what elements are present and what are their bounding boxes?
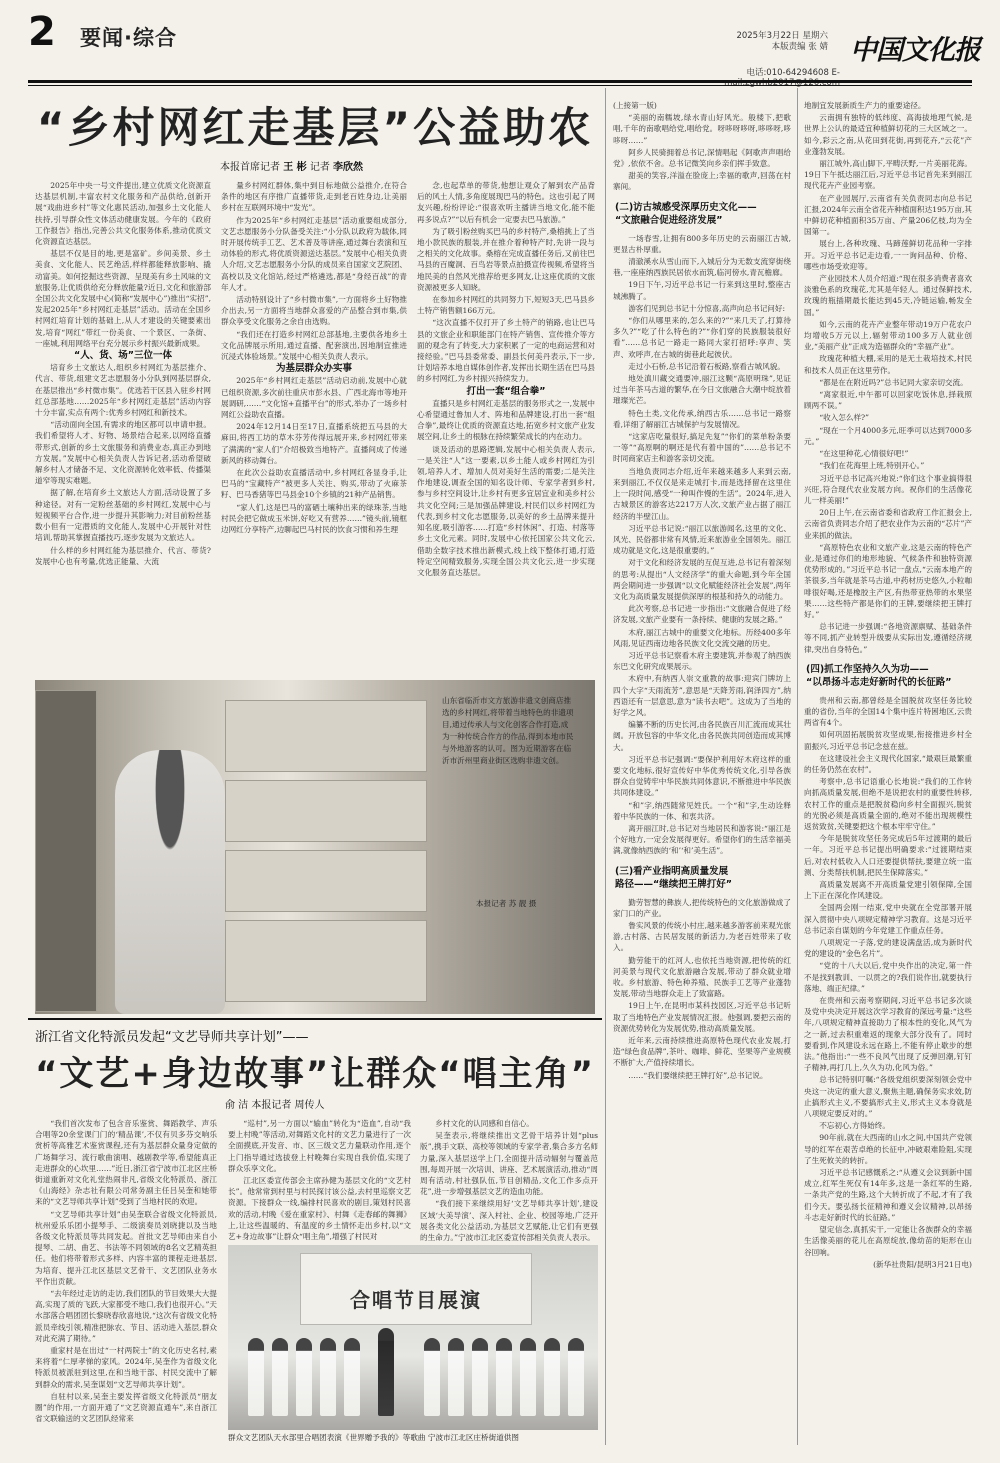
- issue-date: [710, 31, 828, 53]
- photo2-caption: 群众文艺团队天水部里合唱团表演《世界赠予我的》等歌曲 宁波市江北区庄桥街道供图: [228, 1433, 519, 1442]
- article1-headline: “乡村网红走基层”公益助农: [36, 103, 594, 152]
- singer: [424, 1338, 440, 1416]
- singer: [320, 1338, 336, 1416]
- singer: [448, 1338, 464, 1416]
- singer: [472, 1338, 488, 1416]
- article2-column-2: “巡村”,另一方面以“输血”转化为“造血”,自动“我要上村晚”等活动,对舞蹈文化村的文艺力量进行了一次全面摸底,开发音、市、区三级文艺力量联动作用,逐个上门指导通过选拔登上村晚舞台实现自我价值,实现了群众乐享文化。 江北区委宣传部会主席孙健为基层文化的“文艺村长”。他常常到村里与村民探讨该公益,去村里巡察文艺资源。下接群众一线,编排村民喜欢的剧目,策划村民喜欢的活动,村晚《爱在重家村》、村舞《走春邮的舞狮》上,让这些温暖的、有温度的乡土情怀走出乡村,以“文艺+身边故事”让群众“唱主角”,增强了村民对: [228, 1119, 411, 1242]
- singer: [496, 1338, 512, 1416]
- article2-headline: “文艺+身边故事”让群众“唱主角”: [35, 1054, 595, 1094]
- article2-kicker: 浙江省文化特派员发起“文艺导师共享计划”——: [35, 1030, 309, 1045]
- article2-byline: 俞 洁 本报记者 周传人: [225, 1100, 325, 1111]
- singer: [248, 1338, 264, 1416]
- singer: [344, 1338, 360, 1416]
- shelf: [225, 780, 427, 842]
- singer: [568, 1338, 584, 1416]
- author-2: 李欣然: [333, 162, 364, 173]
- author-1: 王 彬: [283, 162, 307, 173]
- contact-line: 电话:010-64294608 E-mail:zgwhb2017@126.com: [724, 68, 840, 88]
- section-title: 要闻·综合: [80, 26, 177, 50]
- singer: [272, 1338, 288, 1416]
- photo1-caption: 山东省临沂市文方旅游非遗文创商店推选的乡村网红,将带着当地特色的非遗项目,通过传承人与文化创客合作打造,成为一种传统合作方的作品,得到本地市民与外地游客的认可。图为近期游客在临沂市沂州里商业街区选购非遗文创。: [442, 696, 574, 765]
- article1-column-3: 念,也起草单的带货,他想让观众了解到农产品背后的风土人情,多角度展现巴马的特色。这也引起了网友兴趣,纷纷评论:“很喜欢听主播讲当地文化,能不能再多说点?”“以后有机会一定要去巴马旅游。” 为了吸引粉丝购买巴马的乡村特产,桑榕挑上了当地小款民族的服装,并在推介着种特产时,先讲一段与之相关的文化故事。桑榕在完成直播任务后,又前往巴马县的百魔洞、百鸟岩等景点拍摄宣传视频,希望将当地民美的自然风光推荐给更多网友,让这座优质的文旅资源被更多人知晓。 在参加乡村网红的共同努力下,短短3天,巴马县乡土特产销售额166万元。 “这次直播不仅打开了乡土特产的销路,也让巴马县的文旅企业和职能部门在特产销售、宣传推介等方面的观念有了转变,大力家积累了一定的电商运营和对接经验。”巴马县委常委、副县长何美丹表示,下一步,计划培养本地自媒体创作者,发挥出长期生活在巴马县的乡村网红,为乡村振兴持续发力。 打出一套“组合拳” 直播只是乡村网红走基层的服务形式之一,发展中心希望通过鲁加人才、阵地和品牌建设,打出一套“组合拳”,最终让优质的资源直达地,拓宽乡村文旅产业发展空间,让乡土的根脉在持续繁荣成长的内在动力。 谈及活动的思路逻辑,发展中心相关负责人表示,一是关注“人”这一要素,以乡土能人或乡村网红为引领,培养人才、增加人员对美好生活的需要;二是关注作地建设,调查全国的知名设计师、专家学者到乡村,参与乡村空间设计,让乡村有更多宜居宜业和美乡村公共文化空间;三是加强品牌建设,村民们以乡村网红为代表,到乡村文化志愿服务,以美好的乡土品牌来提升知名度,吸引游客……打造“乡村休闲”、打造、村落等乡土文化元素。同时,发展中心依托国家公共文化云,借助全数字技术推出新模式,线上线下整体打通,打造特定空间精致服务,实现全国公共文化云,进一步实现文化服务直达基层。: [417, 181, 595, 577]
- article1-subhead-1: “人、货、场”三位一体: [74, 350, 172, 362]
- masthead-rule: [28, 80, 972, 83]
- article2-column-3: 乡村文化的认同感和自信心。 吴奎表示,将继续推出文艺骨干培养计划“plus版”,携手文联、高校等领域的专家学者,集合多方名师力量,深入基层送学上门,全面提升活动辐射与覆盖范围,每周开展一次培训、讲座、艺术展演活动,推动“周周有活动,村社强队伍,节目创精品,文化工作多点开花”,进一步增强基层文艺的造血功能。 “我们接下来继续用好‘文艺导师共享计划’,建设区域‘大美导演’、深入村社、企业、校园等地,广泛开展各类文化公益活动,为基层文艺赋能,让它们有更强的生命力。”宁波市江北区委宣传部相关负责人表示。: [420, 1119, 598, 1242]
- shelf: [35, 690, 97, 1012]
- shelf: [225, 920, 427, 1002]
- singer: [520, 1338, 536, 1416]
- shelf: [225, 700, 427, 772]
- banner-text: 合唱节目展演: [350, 1288, 482, 1312]
- article1-subhead-2: 为基层群众办实事: [275, 363, 352, 375]
- right-subhead-2: (二)访古城感受深厚历史文化—— “文旅融合促进经济发展”: [615, 201, 757, 226]
- column-rule: [797, 88, 798, 1445]
- article1-column-1: 2025年中央一号文件提出,建立优质文化资源直达基层机制,丰富农村文化服务和产品供给,创新开展“戏曲进乡村”等文化惠民活动,加强乡土文化能人扶持,引导群众性文体活动健康发展。今年的《政府工作报告》指出,完善公共文化服务体系,推动优质文化资源直达基层。 基层不仅是目的地,更是富矿。乡间美景、乡土美食、文化能人、民艺绝活,样样都能释放影响、撬动富美。如何挖掘这些资源、呈现美有乡土风味的文旅服务,让优质供给充分释放能量?近日,文化和旅游部全国公共文化发展中心(简称“发展中心”)推出“实招”,发起2025年“乡村网红走基层”活动。活动在全国乡村网红培育计划的基础上,从人才建设的关键要素出发,培育“网红”带红一份美食、一个景区、一条街、一座城,利用网络平台充分展示乡村振兴最新成果。 “人、货、场”三位一体 培育乡土文旅达人,组织乡村网红为基层推介、代言、带货,组建文艺志愿服务小分队到网基层群众,在基层推出“乡村微市集”。优选若干区县入驻乡村网红总部基地……2025年“乡村网红走基层”活动内容十分丰富,实点有两个:优秀乡村网红和新技术。 “活动面向全国,有需求的地区都可以申请申报。我们希望将人才、好物、场景结合起来,以网络直播带形式,创新的乡土文旅服务和消费业态,真正办到地方发展。”发展中心相关负责人告诉记者,活动希望破解乡村人才储备不足、文化资源转化效率低、传播渠道窄等现实难题。 据了解,在培育乡土文旅达人方面,活动设置了多种途径。对有一定粉丝基础的乡村网红,发展中心与短视频平台合作,进一步提升其影响力;对目前粉丝基数小但有一定潜质的文化能人,发展中心开展针对性培训,帮助其掌握直播技巧,逐步发展为文旅达人。 什么样的乡村网红能为基层推介、代言、带货?发展中心也有考量,优选正能量、大流: [35, 181, 211, 566]
- singer: [296, 1338, 312, 1416]
- singer: [544, 1338, 560, 1416]
- stage-banner: [300, 1253, 532, 1325]
- right-subhead-4: (四)抓工作坚持久久为功—— “以昂扬斗志走好新时代的长征路”: [806, 663, 952, 688]
- right-article-column-1: (上接第一版) “美丽的南糯坡,绿水青山好风光。般楼下,把歌唱,千年的南歌唱给党,唱给党。呀哆呀哆呀,哆哆呀,哆哆呀……” 阿乡人民骑拥着总书记,深情唱起《阿歌声声唱给党》,依依不舍。总书记微笑向乡亲们挥手致意。 甜美的笑容,洋溢在脸庞上;幸福的歌声,回荡在村寨间。 (二)访古城感受深厚历史文化—— “文旅融合促进经济发展” 一场春雪,让拥有800多年历史的云南丽江古城,更显古朴厚重。 清澈溪水从雪山而下,入城后分为无数支流穿街绕巷,一座座纳西族民居依水而筑,临河傍水,青瓦檐廊。 19日下午,习近平总书记一行来到这里时,整座古城沸腾了。 游客们见到总书记十分惊喜,高声向总书记问好: “你们从哪里来的,怎么来的?”“来几天了,打算待多久?”“吃了什么特色的?”“你们穿的民族服装很好看”……总书记一路走一路同大家打招呼:享声、笑声、欢呼声,在古城的街巷此起彼伏。 走过小石桥,总书记沿着石板路,察看古城风貌。 地处滇川藏交通要冲,丽江这颗“高原明珠”,见证过当年茶马古道的繁华,在今日文旅融合大潮中绽放着璀璨光芒。 特色土类,文化传承,纳西古乐……总书记一路察看,详细了解丽江古城保护与发展情况。 “这家店吃量很好,搞足先复”“你们的菜单粉条要一等”“高原啊的啊还是代有着中国的”……总书记不时同商家店主和游客亲切交流。 当地负责同志介绍,近年来越来越多人来到云南,来到丽江,不仅仅是来走城打卡,而是选择留在这里住上一段时间,感受“一种叫作慢的生活”。2024年,进入古城景区的游客达2217万人次,文旅产业占据了丽江经济的半壁江山。 习近平总书记说:“丽江以旅游闻名,这里的文化、风光、民俗都非常有风情,近来旅游业全国领先。丽江成功就是文化,这是很重要的。” 对于文化和经济发展的互促互进,总书记有着深刻的思考:从提出“人文经济学”的重大命题,到今年全国两会期间进一步强调“以文化赋能经济社会发展”,两年文化为高质量发展提供深厚的根基和持久的动能力。 此次考察,总书记进一步指出:“文旅融合促进了经济发展,文旅产业要有一条持续、健康的发展之路。” 木府,丽江古城中的重要文化地标。历经400多年风雨,见证西南边地各民族文化交流交融的历史。 习近平总书记察看木府主要建筑,并参观了纳西族东巴文化研究成果展示。 木府中,有纳西人崇文重教的故事:迎宾门牌坊上四个大字“天雨流芳”,意思是“天降芳雨,润泽四方”,纳西语还有一层意思,意为“读书去吧”。这成为了当地的好学之风。 编纂不断的历史长河,由各民族百川汇流而成其壮阔。开放包容的中华文化,由各民族共同创造而成其博大。 习近平总书记强调:“要保护利用好木府这样的重要文化地标,很好宣传好中华优秀传统文化,引导各族群众自觉铸牢中华民族共同体意识,不断推进中华民族共同体建设。” “和”字,纳西随常见姓氏。一个“和”字,生动诠释着中华民族的一体、和衷共济。 离开丽江时,总书记对当地居民和游客说:“丽江是个好地方,一定会发展得更好。希望你们的生活幸福美满,就像纳西族的‘和’‘和’美生活”。 (三)看产业指明高质量发展 路径——“继续把王牌打好” 勤劳智慧的彝族人,把传统特色的文化旅游做成了家门口的产业。 鲁实风景的传统小村庄,越来越多游客前来观光旅游,古村落、古民居发展的新活力,为老百姓带来了收入。 勤劳能干的红河人,也依托当地资源,把传统的红河美景与现代文化旅游融合发展,带动了群众就业增收。乡村旅游、特色种养殖、民族手工艺等产业蓬勃发展,带动当地群众走上了致富路。 19日上午,在昆明市某科技园区,习近平总书记听取了当地特色产业发展情况汇报。他强调,要把云南的资源优势转化为发展优势,推动高质量发展。 近年来,云南持续推进高原特色现代农业发展,打造“绿色食品牌”,茶叶、咖啡、鲜花、坚果等产业规模不断扩大,产值持续增长。 ……“我们要继续把王牌打好”,总书记说。: [613, 101, 791, 1080]
- paper-logo: 中国文化报: [850, 35, 980, 66]
- page-number: 2: [28, 9, 56, 55]
- masthead-rule-thin: [28, 85, 972, 86]
- article2-column-1: “我们首次发布了包含音乐鉴赏、舞蹈教学、声乐合唱等20余堂课门门的‘精品课’,不仅有贝多芬交响乐赏析等高雅艺术鉴赏课程,还有为基层群众量身定做的广场舞学习、流行歌曲演唱、越剧教学等,希望能真正走进群众的心坎里……”近日,浙江省宁波市江北区庄桥街道重新对文化礼堂热闹非凡,省级文化特派员、浙江《山海经》杂志社有限公司常务副主任吕吴奎和她带来的“文艺导师共享计划”受到了当地村民的欢迎。 “文艺导师共享计划”由吴奎联合省级文化特派员,杭州爱乐乐团小提琴手、二级演奏员刘晓捷以及当地各级文化特派员等共同发起。首批文艺导师由来自小提琴、二胡、曲艺、书法等不同领域的8名文艺精英担任。他们将带着形式多样、内容丰富的课程走进基层,为培育、提升江北区基层文艺骨干、文艺团队业务水平作出贡献。 “去年经过走访的走访,我们团队的节目效果大大提高,实现了质的飞跃,大家都受不地口,我们也很开心。”天水部落合唱团团长黎晓春欣喜地说,“这次有省级文化特派员牵线引领,精准把脉农、节目、活动进入基层,群众对此充满了期待。” 重家村是在出过“一村两院士”的文化历史名村,素来将着“仁厚孝悌的家风。2024年,吴奎作为省级文化特派员被派驻到这里,在和当地干部、村民交流中了解到群众的需求,吴奎谋划“文艺导师共享计划”。 自驻村以来,吴奎主要发挥省级文化特派员“朋友圈”的作用,一方面开通了“文艺资源直通车”,来自浙江省文联输送的文艺团队经常来: [35, 1119, 217, 1424]
- right-subhead-3: (三)看产业指明高质量发展 路径——“继续把王牌打好”: [615, 865, 732, 890]
- right-article-column-2: 地制宜发展新质生产力的重要途径。 云南拥有独特的低纬度、高海拔地理气候,是世界上公认的最适宜种植鲜切花的三大区域之一。如今,彩云之南,从花田到花街,再到花卉,“云花”产业蓬勃发展。 丽江城外,高山脚下,平畴沃野,一片美丽花海。19日下午抵达丽江后,习近平总书记首先来到丽江现代花卉产业园考察。 在产业园展厅,云南省有关负责同志向总书记汇报,2024年云南全省花卉种植面积达195万亩,其中鲜切花种植面积35万亩、产量206亿枝,均为全国第一。 展台上,各种玫瑰、马蹄莲鲜切花品种一字排开。习近平总书记走边看,一一询问品种、价格、哪些市场受欢迎等。 产业园技术人员介绍道:“现在很多消费者喜欢淡雅色系的玫瑰花,尤其是年轻人。通过保鲜技术,玫瑰的瓶插期最长能达到45天,冷链运输,畅发全国。” 如今,云南的花卉产业整年带动19万户花农户均增收5万元以上,辐射带动100多万人就业创业,“美丽产业”正成为造福群众的“幸福产业”。 玫瑰花种植大棚,采用的是无土栽培技术,村民和技术人员正在这里劳作。 “都是在在附近吗?”总书记同大家亲切交流。 “离家很近,中午都可以回家吃饭休息,择栽照顾两不误。” “收入怎么样?” “现在一个月4000多元,旺季可以达到7000多元。” “在这里种花,心情很好吧!” “我们在花海里上班,特别开心。” 习近平总书记高兴地说:“你们这个事业搞得很兴旺,符合现代农业发展方向。祝你们的生活像花儿一样美丽!” 20日上午,在云南省委和省政府工作汇报会上,云南省负责同志介绍了把农业作为云南的“芯片”产业来抓的做法。 “高原特色农业和文旅产业,这是云南的特色产业,是通过你们的地形地貌、气候条件和独特资源优势形成的。”习近平总书记一盘点,“云南本地产的茶很多,当年就是茶马古道,中药材历史悠久,小粒咖啡很好喝,还是橡胶主产区,有热带亚热带的水果坚果……这些特产都是你们的王牌,要继续把王牌打好。” 总书记进一步强调:“各地资源禀赋、基础条件等不同,抓产业转型升级要从实际出发,遵循经济规律,突出自身特色。” (四)抓工作坚持久久为功—— “以昂扬斗志走好新时代的长征路” 贵州和云南,都曾经是全国脱贫攻坚任务比较重的省份,当年的全国14个集中连片特困地区,云贵两省有4个。 如何巩固拓展脱贫攻坚成果,衔接推进乡村全面振兴,习近平总书记念兹在兹。 在这建设社会主义现代化国家,“最艰巨最繁重的任务仍然在农村”。 考察中,总书记语重心长地说:“我们的工作转向抓高质量发展,但绝不是说把农村的重要性转移,农村工作的重点是把脱贫稳向乡村全面振兴,脱贫的光脱必须是高质量全面的,绝对不能出现规模性返贫致贫,关键要把这个根本牢牢守住。” 今年是脱贫攻坚任务完成后5年过渡期的最后一年。习近平总书记提出明确要求:“过渡期结束后,对农村低收入人口还要提供帮扶,要建立统一监测、分类帮扶机制,把民生保障落实。” 高质量发展离不开高质量党建引领保障,全国上下正在深化作风建设。 全国两会刚一结束,党中央就在全党部署开展深入贯彻中央八项规定精神学习教育。这是习近平总书记亲自谋划的今年党建工作重点任务。 八项规定一子落,党的建设满盘活,成为新时代党的建设的“金色名片”。 “党的十八大以后,党中央作出的决定,第一件不是找到教训、一以贯之的?我们说作出,就要执行落地、端正纪律。” 在贵州和云南考察期间,习近平总书记多次谈及党中央决定开展这次学习教育的深远考量:“这些年,八项规定精神直接助力了根本性的变化,风气为之一新,过去积重难返的现象大部分没有了。同时要看到,作风建设永远在路上,不能有停止歇步的想法。”他指出:“一些不良风气出现了反弹回潮,钉钉子精神,再打几上,久久为功,化风为俗。” 总书记特别叮嘱:“各级党组织要深刻领会党中央这一决定的重大意义,聚焦主题,确保务实求效,防止搞形式主义,不要搞形式主义,形式主义本身就是八项规定要反对的。” 不忘初心,方得始终。 90年前,就在大西南的山水之间,中国共产党领导的红军在艰苦卓绝的长征中,冲破艰难险阻,实现了生死攸关的转折。 习近平总书记感慨系之:“从遵义会议到新中国成立,红军生死仅有14年多,这是一条红军的生路,一条共产党的生路,这个大转折成了不起,才有了我们今天。要弘扬长征精神和遵义会议精神,以昂扬斗志走好新时代的长征路。” 望定信念,真抓实干,一定能让各族群众的幸福生活像美丽的花儿在高原绽放,像幼苗的矩形在山谷回响。 (新华社贵阳/昆明3月21日电): [804, 101, 972, 1269]
- section-divider: [28, 1018, 602, 1020]
- date-line: 2025年3月22日 星期六: [736, 31, 828, 41]
- article1-subhead-3: 打出一套“组合拳”: [466, 385, 546, 397]
- shelf: [225, 850, 427, 912]
- choir-photo: [228, 1245, 598, 1430]
- article1-column-2: 量乡村网红群体,集中到目标地做公益推介,在符合条件的地区有序推广直播带货,走到老百姓身边,让美丽乡村在互联网环境中“发光”。 作为2025年“乡村网红走基层”活动重要组成部分,文艺志愿服务小分队备受关注:“小分队以政府为载体,同时开展传统手工艺、艺术普及等讲座,通过舞台表演和互动体验的形式,将优质资源送达基层。”发展中心相关负责人介绍,文艺志愿服务小分队的成员来自国家文艺院团、高校以及文化馆站,经过严格遴选,都是“身经百战”的青年人才。 活动特别设计了“乡村微市集”,一方面将乡土好物推介出去,另一方面将当地群众喜爱的产品整合到市集,供群众享受文化服务之余自由选购。 “我们还在打造乡村网红总部基地,主要供各地乡土文化品牌展示所用,通过直播、配套演出,因地制宜推进沉浸式体验场景。”发展中心相关负责人表示。 为基层群众办实事 2025年“乡村网红走基层”活动启动前,发展中心就已组织资源,多次前往重庆市彭水县、广西北海市等地开展调研,……“文化馆+直播平台”的形式,举办了一场乡村网红公益助农直播。 2024年12月14日至17日,直播系统把五马县的大麻田,将西工坊的草木芬芳传得远展开来,乡村网红带来了满满的“家人们”介绍极致当地特产。直播间成了传递新风的移动舞台。 在此次公益助农直播活动中,乡村网红各显身手,让巴马的“宝藏特产”被更多人关注、购买,带动了火麻茶籽、巴马香猪等巴马县金10个乡镇的21种产品销售。 “家人们,这是巴马的富硒土壤种出来的绿珠茶,当地村民会把它做成玉米饼,好吃又有营养……”镜头前,镜框边网红分享特产,边聊起巴马村民的饮食习惯和养生理: [221, 181, 407, 535]
- singer: [378, 1328, 394, 1416]
- shopper-figure: [115, 750, 225, 1014]
- column-rule: [605, 88, 606, 1445]
- editor-line: 本版责编 张 婧: [771, 42, 828, 52]
- article1-byline: 本报首席记者 王 彬 记者 李欣然: [220, 162, 364, 173]
- photo1-credit: 本报记者 苏 靓 摄: [476, 899, 537, 908]
